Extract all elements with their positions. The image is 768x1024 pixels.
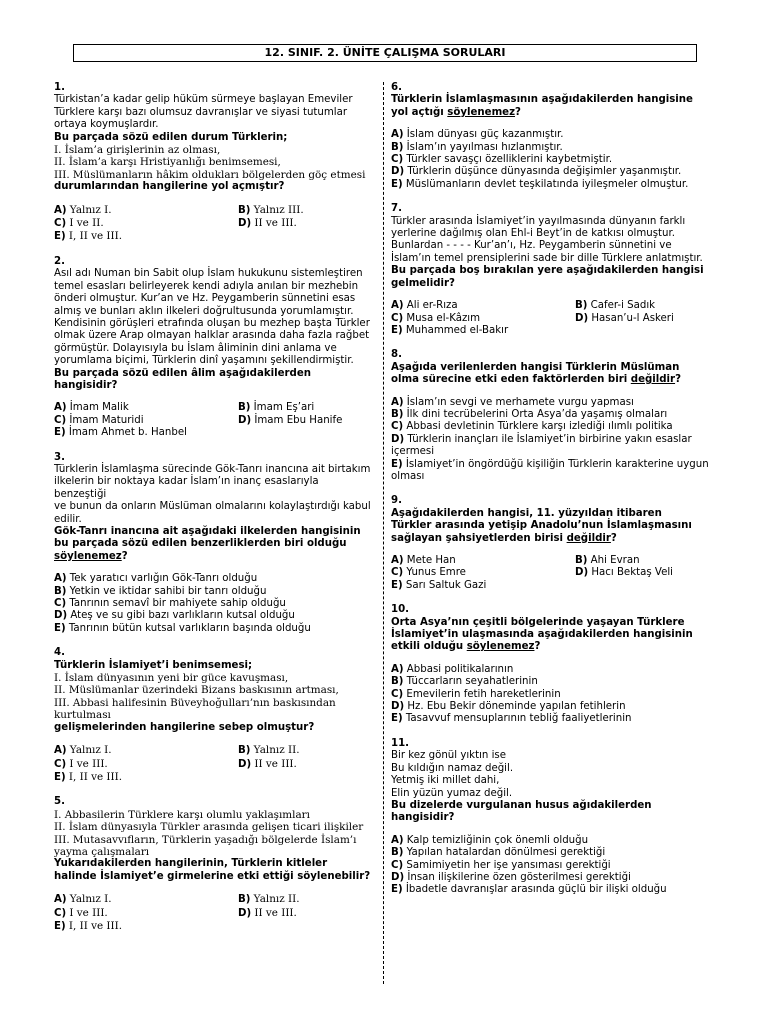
statement: II. İslam’a karşı Hristiyanlığı benimsemesi, — [54, 156, 281, 169]
option-e[interactable]: E) I, II ve III. — [54, 770, 123, 783]
option-b[interactable]: B) İslam’ın yayılması hızlanmıştır. — [391, 141, 563, 153]
option-e[interactable]: E) Muhammed el-Bakır — [391, 324, 509, 336]
question-prompt: Aşağıda verilenlerden hangisi Türklerin Müslüman — [391, 361, 680, 373]
question-prompt: Orta Asya’nın çeşitli bölgelerinde yaşayan Türklere — [391, 616, 685, 628]
option-e[interactable]: E) Tanrının bütün kutsal varlıkların başında olduğu — [54, 622, 311, 634]
question-number: 5. — [54, 796, 65, 808]
question-prompt: bu parçada sözü edilen benzerliklerden biri olduğu — [54, 538, 347, 550]
right-column — [391, 82, 721, 909]
question-number: 8. — [391, 349, 402, 361]
option-c[interactable]: C) Emevilerin fetih hareketlerinin — [391, 688, 561, 700]
question-9 — [391, 495, 721, 592]
question-prompt: Türkler arasında yetişip Anadolu’nun İslamlaşmasını — [391, 520, 692, 532]
question-8 — [391, 349, 721, 483]
question-prompt: etkili olduğu söylenemez? — [391, 641, 541, 653]
option-e[interactable]: E) İslamiyet’in öngördüğü kişiliğin Türklerin karakterine uygun olması — [391, 458, 709, 482]
question-prompt: gelişmelerinden hangilerine sebep olmuştur? — [54, 721, 315, 733]
option-c[interactable]: C) I ve III. — [54, 757, 108, 770]
question-text: Kendisinin görüşleri etrafında oluşan bu mezhep başta Türkler — [54, 317, 370, 329]
question-text: Türklere karşı bazı olumsuz davranışlar ve siyasi tutumlar — [54, 106, 348, 118]
option-e[interactable]: E) I, II ve III. — [54, 230, 123, 243]
question-text: Bunlardan - - - - Kur’an’ı, Hz. Peygamberin sünnetini ve — [391, 240, 672, 252]
option-d[interactable]: D) Hasan’u-l Askeri — [575, 312, 674, 324]
question-text: Türkler arasında İslamiyet’in yayılmasında dünyanın farklı — [391, 215, 686, 227]
options — [391, 129, 721, 191]
option-e[interactable]: E) I, II ve III. — [54, 919, 123, 932]
options — [391, 397, 721, 484]
question-prompt: Bu parçada boş bırakılan yere aşağıdakilerden hangisi — [391, 265, 704, 277]
left-column — [54, 82, 374, 945]
poem-line: Bir kez gönül yıktın ise — [391, 750, 507, 762]
question-text: edilir. — [54, 513, 82, 525]
option-b[interactable]: B) Yalnız II. — [238, 744, 300, 757]
option-c[interactable]: C) I ve II. — [54, 217, 104, 230]
option-a[interactable]: A) Tek yaratıcı varlığın Gök-Tanrı olduğu — [54, 573, 258, 585]
option-e[interactable]: E) Tasavvuf mensuplarının tebliğ faaliyetlerinin — [391, 713, 632, 725]
option-a[interactable]: A) İmam Malik — [54, 402, 129, 414]
question-7 — [391, 203, 721, 337]
question-prompt: söylenemez? — [54, 550, 128, 562]
question-prompt: Yukarıdakilerden hangilerinin, Türklerin kitleler — [54, 858, 328, 870]
question-prompt: Bu parçada sözü edilen durum Türklerin; — [54, 131, 288, 143]
options — [391, 835, 721, 897]
question-text: önderi olmuştur. Kur’an ve Hz. Peygamberin sünnetini esas — [54, 293, 356, 305]
question-text: Türkistan’a kadar gelip hüküm sürmeye başlayan Emeviler — [54, 94, 353, 106]
poem-line: Yetmiş iki millet dahi, — [391, 775, 500, 787]
options — [54, 402, 374, 439]
option-d[interactable]: D) Türklerin inançları ile İslamiyet’in birbirine yakın esaslar içermesi — [391, 433, 692, 458]
option-b[interactable]: B) Yapılan hatalardan dönülmesi gerektiği — [391, 847, 606, 859]
option-d[interactable]: D) II ve III. — [238, 906, 297, 919]
option-a[interactable]: A) İslam dünyası güç kazanmıştır. — [391, 129, 564, 141]
statement: yayma çalışmaları — [54, 845, 150, 858]
option-d[interactable]: D) İmam Ebu Hanife — [238, 414, 343, 426]
question-text: ve bunun da onların Müslüman olmalarını kolaylaştırdığı kabul — [54, 501, 371, 513]
question-6 — [391, 82, 721, 191]
question-prompt: durumlarından hangilerine yol açmıştır? — [54, 181, 285, 193]
column-divider — [383, 82, 384, 984]
question-text: olmak üzere Arap olmayan halklar arasında daha fazla rağbet — [54, 330, 370, 342]
option-c[interactable]: C) Tanrının semavî bir mahiyete sahip olduğu — [54, 598, 286, 610]
option-c[interactable]: C) Türkler savaşçı özelliklerini kaybetmiştir. — [391, 154, 613, 166]
question-number: 10. — [391, 604, 410, 616]
question-number: 7. — [391, 203, 402, 215]
option-a[interactable]: A) Yalnız I. — [54, 893, 112, 906]
negation-word: söylenemez — [447, 106, 516, 118]
question-prompt: hangisidir? — [391, 812, 455, 824]
question-prompt: sağlayan şahsiyetlerden birisi değildir? — [391, 532, 617, 544]
option-e[interactable]: E) İbadetle davranışlar arasında güçlü bir ilişki olduğu — [391, 884, 667, 896]
question-text: Türklerin İslamlaşma sürecinde Gök-Tanrı inancına ait birtakım — [54, 463, 371, 475]
options — [54, 573, 374, 635]
option-b[interactable]: B) Tüccarların seyahatlerinin — [391, 676, 538, 688]
question-prompt: halinde İslamiyet’e girmelerine etki ettiği söylenebilir? — [54, 870, 371, 882]
option-c[interactable]: C) Samimiyetin her işe yansıması gerektiği — [391, 859, 611, 871]
statement: III. Müslümanların hâkim oldukları bölgelerden göç etmesi — [54, 168, 366, 181]
options — [391, 300, 721, 337]
statement: kurtulması — [54, 709, 111, 722]
option-c[interactable]: C) Musa el-Kâzım — [391, 312, 481, 324]
option-a[interactable]: A) Abbasi politikalarının — [391, 663, 514, 675]
question-number: 3. — [54, 451, 65, 463]
option-c[interactable]: C) İmam Maturidi — [54, 414, 144, 426]
statement: I. Abbasilerin Türklere karşı olumlu yaklaşımları — [54, 808, 310, 821]
question-prompt: Türklerin İslamiyet’i benimsemesi; — [54, 659, 253, 671]
statement: II. Müslümanlar üzerindeki Bizans baskısının artması, — [54, 684, 339, 697]
question-prompt: Türklerin İslamlaşmasının aşağıdakilerden hangisine — [391, 94, 693, 106]
option-b[interactable]: B) Yalnız III. — [238, 203, 304, 216]
question-5 — [54, 796, 374, 933]
statement: III. Mutasavvıfların, Türklerin yaşadığı bölgelerde İslam’ı — [54, 833, 357, 846]
question-number: 2. — [54, 255, 65, 267]
options — [391, 555, 721, 592]
question-text: temel esasları belirleyerek kendi adıyla anılan bir mezhebin — [54, 280, 359, 292]
question-prompt: İslamiyet’in ulaşmasında aşağıdakilerden hangisinin — [391, 629, 693, 641]
question-text: görmüştür. Dolayısıyla bu İslam âliminin dini anlama ve — [54, 342, 337, 354]
statement: I. İslam’a girişlerinin az olması, — [54, 144, 221, 157]
option-b[interactable]: B) Ahi Evran — [575, 555, 640, 566]
option-a[interactable]: A) Mete Han — [391, 555, 456, 566]
option-e[interactable]: E) Sarı Saltuk Gazi — [391, 579, 487, 591]
option-e[interactable]: E) İmam Ahmet b. Hanbel — [54, 427, 187, 439]
poem-line: Elin yüzün yumaz değil. — [391, 787, 513, 799]
question-number: 1. — [54, 82, 65, 93]
options — [54, 204, 374, 244]
question-1 — [54, 82, 374, 244]
options — [54, 744, 374, 784]
negation-word: söylenemez — [54, 550, 122, 562]
page-title: 12. SINIF. 2. ÜNİTE ÇALIŞMA SORULARI — [73, 44, 697, 62]
option-a[interactable]: A) Yalnız I. — [54, 203, 112, 216]
question-2 — [54, 256, 374, 440]
question-number: 4. — [54, 647, 65, 659]
option-b[interactable]: B) Yetkin ve iktidar sahibi bir tanrı olduğu — [54, 585, 267, 597]
option-a[interactable]: A) Yalnız I. — [54, 744, 112, 757]
question-text: Asıl adı Numan bin Sabit olup İslam hukukunu sistemleştiren — [54, 268, 363, 280]
question-text: yerlerine dağılmış olan Ehl-i Beyt’in de katkısı olmuştur. — [391, 228, 675, 240]
option-d[interactable]: D) Türklerin düşünce dünyasında değişimler yaşanmıştır. — [391, 166, 682, 178]
statement: III. Abbasi halifesinin Büveyhoğulları’nın baskısından — [54, 696, 336, 709]
option-b[interactable]: B) İlk dini tecrübelerini Orta Asya’da yaşamış olmaları — [391, 408, 668, 420]
option-d[interactable]: D) Hz. Ebu Bekir döneminde yapılan fetihlerin — [391, 701, 626, 713]
question-prompt: yol açtığı söylenemez? — [391, 106, 521, 118]
question-prompt: Bu dizelerde vurgulanan husus ağıdakilerden — [391, 799, 652, 811]
statement: II. İslam dünyasıyla Türkler arasında gelişen ticari ilişkiler — [54, 821, 364, 834]
poem-line: Bu kıldığın namaz değil. — [391, 762, 514, 774]
question-number: 9. — [391, 495, 402, 507]
question-prompt: Gök-Tanrı inancına ait aşağıdaki ilkelerden hangisinin — [54, 526, 361, 537]
option-a[interactable]: A) İslam’ın sevgi ve merhamete vurgu yapması — [391, 396, 634, 408]
option-c[interactable]: C) Yunus Emre — [391, 567, 466, 579]
option-a[interactable]: A) Kalp temizliğinin çok önemli olduğu — [391, 834, 589, 846]
option-d[interactable]: D) Ateş ve su gibi bazı varlıkların kutsal olduğu — [54, 610, 295, 622]
statement: I. İslam dünyasının yeni bir güce kavuşması, — [54, 672, 289, 685]
question-text: ortaya koymuşlardır. — [54, 119, 159, 131]
question-text: yorumlama biçimi, Türklerin dinî yaşamını şekillendirmiştir. — [54, 355, 354, 367]
option-c[interactable]: C) Abbasi devletinin Türklere karşı izlediği ılımlı politika — [391, 421, 673, 433]
option-e[interactable]: E) Müslümanların devlet teşkilatında iyileşmeler olmuştur. — [391, 178, 689, 190]
question-text: ilkelerin bir noktaya kadar İslam’ın inanç esaslarıyla benzeştiği — [54, 476, 319, 500]
option-a[interactable]: A) Ali er-Rıza — [391, 300, 458, 312]
question-4 — [54, 647, 374, 784]
option-d[interactable]: D) İnsan ilişkilerine özen gösterilmesi gerektiği — [391, 871, 631, 883]
question-prompt: Bu parçada sözü edilen âlim aşağıdakilerden hangisidir? — [54, 367, 312, 391]
question-number: 11. — [391, 737, 410, 749]
option-b[interactable]: B) İmam Eş’ari — [238, 402, 315, 414]
option-c[interactable]: C) I ve III. — [54, 906, 108, 919]
options — [54, 893, 374, 933]
question-text: almış ve bunları aklın ilkeleri doğrultusunda yorumlamıştır. — [54, 305, 354, 317]
question-number: 6. — [391, 82, 402, 93]
question-prompt: olma sürecine etki eden faktörlerden biri değildir? — [391, 374, 681, 386]
option-d[interactable]: D) II ve III. — [238, 757, 297, 770]
question-prompt: Aşağıdakilerden hangisi, 11. yüzyıldan itibaren — [391, 507, 662, 519]
question-11 — [391, 738, 721, 897]
question-10 — [391, 604, 721, 726]
option-d[interactable]: D) Hacı Bektaş Veli — [575, 567, 673, 579]
negation-word: değildir — [630, 374, 676, 386]
question-text: İslam’ın temel prensiplerini sade bir dille Türklere anlatmıştır. — [391, 252, 703, 264]
option-b[interactable]: B) Yalnız II. — [238, 893, 300, 906]
option-b[interactable]: B) Cafer-i Sadık — [575, 300, 656, 312]
negation-word: değildir — [566, 532, 611, 544]
negation-word: söylenemez — [466, 641, 535, 653]
question-3 — [54, 452, 374, 636]
option-d[interactable]: D) II ve III. — [238, 217, 297, 230]
question-prompt: gelmelidir? — [391, 277, 455, 289]
options — [391, 664, 721, 726]
